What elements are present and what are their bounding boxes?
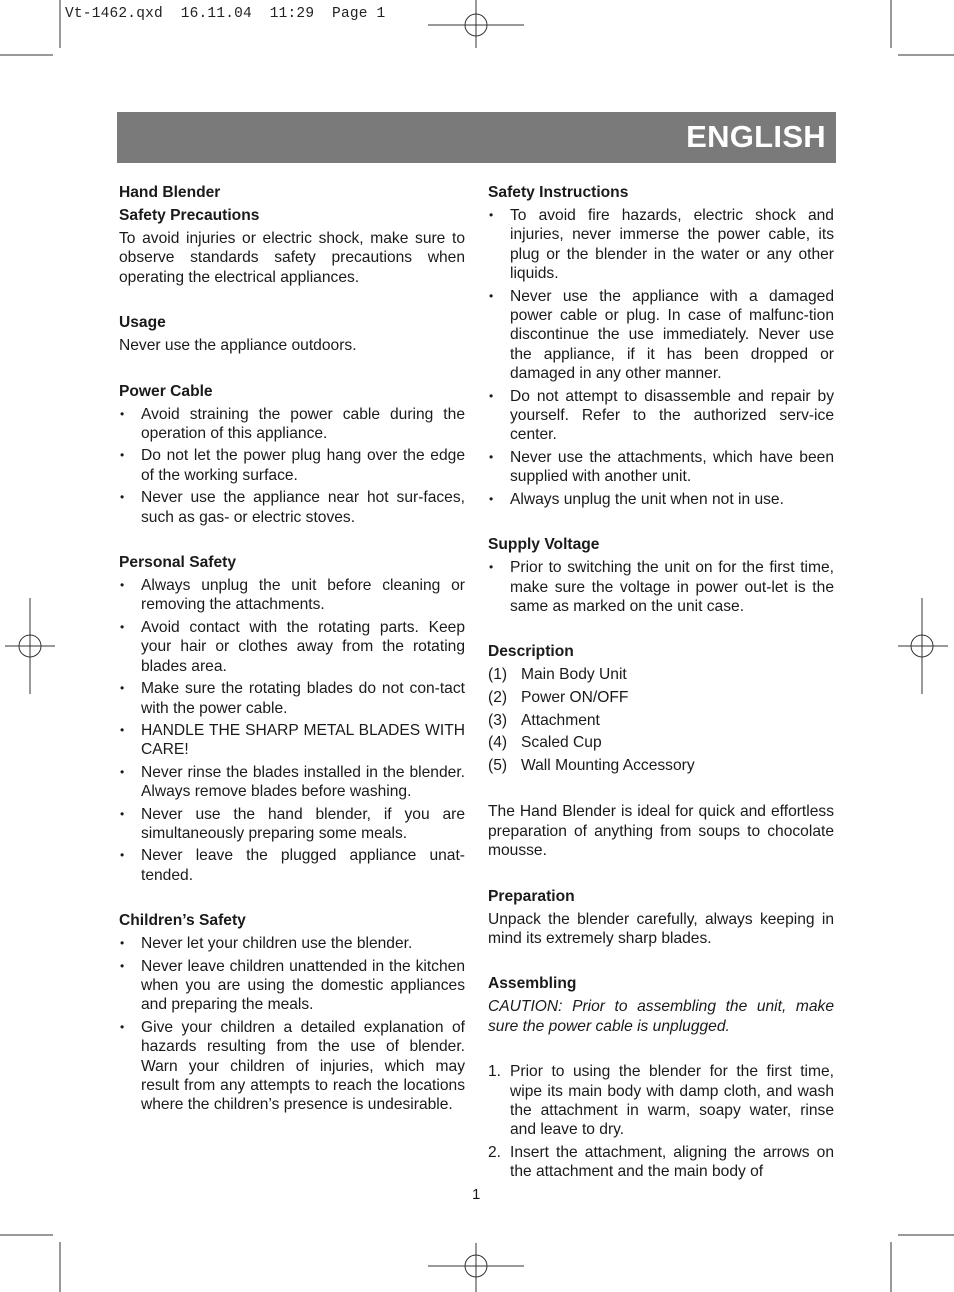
list-item: • Never use the hand blender, if you are simultaneously preparing some meals. bbox=[119, 805, 465, 844]
right-column bbox=[488, 183, 834, 1185]
preparation-heading: Preparation bbox=[488, 887, 575, 905]
list-item: • Never let your children use the blender. bbox=[119, 934, 465, 953]
list-item: • Prior to switching the unit on for the first time, make sure the voltage in power out-let is the same as marked on the unit case. bbox=[488, 558, 834, 616]
usage-text: Never use the appliance outdoors. bbox=[119, 337, 357, 355]
list-item: • Never use the attachments, which have been supplied with another unit. bbox=[488, 448, 834, 487]
childrens-safety-heading: Children’s Safety bbox=[119, 912, 246, 930]
supply-voltage-heading: Supply Voltage bbox=[488, 536, 600, 554]
assembling-heading: Assembling bbox=[488, 975, 577, 993]
list-item: • Always unplug the unit before cleaning or removing the attachments. bbox=[119, 576, 465, 615]
item-number: (3) bbox=[488, 711, 508, 729]
list-item: • HANDLE THE SHARP METAL BLADES WITH CARE! bbox=[119, 721, 465, 760]
list-item: • Do not let the power plug hang over the edge of the working surface. bbox=[119, 446, 465, 485]
language-header-bar bbox=[117, 112, 836, 163]
list-item: • Never leave children unattended in the kitchen when you are using the domestic appliances and preparing the meals. bbox=[119, 957, 465, 1015]
description-list bbox=[488, 665, 834, 775]
list-item: • Give your children a detailed explanation of hazards resulting from the use of blender. Warn your children of injuries, which may result from any attempts to reach the locations where the children’s presence is undesirable. bbox=[119, 1018, 465, 1115]
list-item bbox=[488, 1143, 834, 1182]
power-cable-heading: Power Cable bbox=[119, 382, 213, 400]
assembling-steps bbox=[488, 1062, 834, 1181]
list-item bbox=[488, 733, 834, 752]
list-item: • Never rinse the blades installed in the blender. Always remove blades before washing. bbox=[119, 763, 465, 802]
description-heading: Description bbox=[488, 643, 574, 661]
item-number: (4) bbox=[488, 734, 508, 752]
usage-heading: Usage bbox=[119, 314, 166, 332]
childrens-safety-list bbox=[119, 934, 465, 1115]
safety-instructions-list bbox=[488, 206, 834, 509]
list-item: • Do not attempt to disassemble and repair by yourself. Refer to the authorized serv-ice center. bbox=[488, 387, 834, 445]
language-title: ENGLISH bbox=[686, 119, 826, 154]
page-number: 1 bbox=[472, 1186, 481, 1203]
list-item: • To avoid fire hazards, electric shock and injuries, never immerse the power cable, its plug or the blender in the water or any other liquids. bbox=[488, 206, 834, 284]
list-item: • Never use the appliance near hot sur-faces, such as gas- or electric stoves. bbox=[119, 488, 465, 527]
item-text: Main Body Unit bbox=[521, 666, 627, 684]
assembling-caution: CAUTION: Prior to assembling the unit, make sure the power cable is unplugged. bbox=[488, 998, 834, 1035]
list-item: • Always unplug the unit when not in use. bbox=[488, 490, 834, 509]
list-item: • Avoid straining the power cable during the operation of this appliance. bbox=[119, 405, 465, 444]
item-number: (2) bbox=[488, 688, 508, 706]
personal-safety-heading: Personal Safety bbox=[119, 554, 237, 572]
list-item bbox=[488, 665, 834, 684]
item-number: (1) bbox=[488, 666, 508, 684]
step-text: Prior to using the blender for the first time, wipe its main body with damp cloth, and wash the attachment in warm, soapy water, rinse and leave to dry. bbox=[510, 1063, 834, 1139]
item-text: Wall Mounting Accessory bbox=[521, 756, 695, 774]
left-column bbox=[119, 183, 465, 1118]
personal-safety-list bbox=[119, 576, 465, 885]
supply-voltage-list bbox=[488, 558, 834, 616]
step-number: 2. bbox=[488, 1143, 502, 1161]
list-item: • Never use the appliance with a damaged power cable or plug. In case of malfunc-tion discontinue the use immediately. Never use the appliance, if it has been dropped or damaged in any other manner. bbox=[488, 287, 834, 384]
step-text: Insert the attachment, aligning the arrows on the attachment and the main body of bbox=[510, 1143, 834, 1181]
list-item: • Never leave the plugged appliance unat-tended. bbox=[119, 846, 465, 885]
print-slug: Vt-1462.qxd 16.11.04 11:29 Page 1 bbox=[65, 6, 386, 22]
safety-precautions-heading: Safety Precautions bbox=[119, 207, 260, 224]
list-item bbox=[488, 756, 834, 775]
preparation-text: Unpack the blender carefully, always keeping in mind its extremely sharp blades. bbox=[488, 910, 834, 947]
safety-instructions-heading: Safety Instructions bbox=[488, 184, 629, 201]
description-text: The Hand Blender is ideal for quick and effortless preparation of anything from soups to chocolate mousse. bbox=[488, 803, 834, 860]
item-text: Power ON/OFF bbox=[521, 688, 629, 706]
list-item: • Avoid contact with the rotating parts. Keep your hair or clothes away from the rotating blades area. bbox=[119, 618, 465, 676]
step-number: 1. bbox=[488, 1063, 502, 1081]
item-text: Attachment bbox=[521, 711, 600, 729]
list-item bbox=[488, 1062, 834, 1140]
safety-precautions-text: To avoid injuries or electric shock, make sure to observe standards safety precautions when operating the electrical appliances. bbox=[119, 230, 465, 286]
item-text: Scaled Cup bbox=[521, 734, 602, 752]
power-cable-list bbox=[119, 405, 465, 527]
list-item: • Make sure the rotating blades do not con-tact with the power cable. bbox=[119, 679, 465, 718]
item-number: (5) bbox=[488, 756, 508, 774]
product-title: Hand Blender bbox=[119, 184, 221, 201]
list-item bbox=[488, 688, 834, 707]
list-item bbox=[488, 711, 834, 730]
